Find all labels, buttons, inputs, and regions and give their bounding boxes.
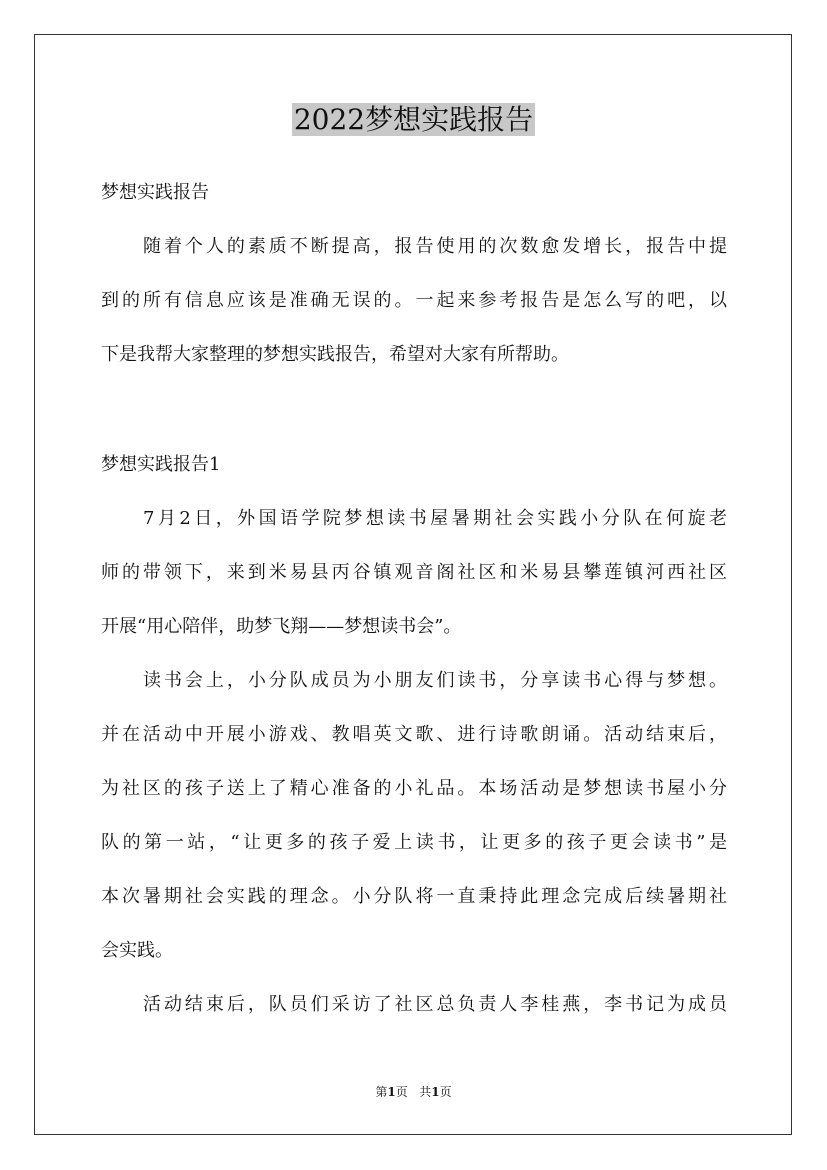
footer-total-pages: 1: [431, 1085, 440, 1099]
intro-line-3: 下是我帮大家整理的梦想实践报告，希望对大家有所帮助。: [101, 344, 569, 365]
p1-line-2: 师的带领下，来到米易县丙谷镇观音阁社区和米易县攀莲镇河西社区: [101, 562, 727, 583]
footer-page-number: 1: [387, 1085, 396, 1099]
footer-page-suffix: 页: [395, 1085, 408, 1099]
p1-line-3: 开展“用心陪伴，助梦飞翔——梦想读书会”。: [101, 616, 462, 637]
p2-line-3: 为社区的孩子送上了精心准备的小礼品。本场活动是梦想读书屋小分: [101, 778, 727, 799]
intro-line-2: 到的所有信息应该是准确无误的。一起来参考报告是怎么写的吧，以: [101, 290, 727, 311]
p3-line-1: 活动结束后，队员们采访了社区总负责人李桂燕，李书记为成员: [143, 994, 727, 1015]
footer-total-suffix: 页: [439, 1085, 452, 1099]
section-heading-1: 梦想实践报告1: [101, 454, 221, 475]
p2-line-1: 读书会上，小分队成员为小朋友们读书，分享读书心得与梦想。: [143, 670, 727, 691]
document-title: [0, 100, 827, 140]
p2-line-6: 会实践。: [101, 940, 173, 961]
footer-prefix: 第: [375, 1085, 388, 1099]
p1-line-1: 7月2日，外国语学院梦想读书屋暑期社会实践小分队在何旋老: [143, 508, 727, 529]
p2-line-4: 队的第一站，“让更多的孩子爱上读书，让更多的孩子更会读书”是: [101, 832, 727, 853]
document-subtitle: 梦想实践报告: [101, 182, 209, 203]
footer-total-prefix: 共: [419, 1085, 432, 1099]
page-footer: [0, 1084, 827, 1100]
p2-line-5: 本次暑期社会实践的理念。小分队将一直秉持此理念完成后续暑期社: [101, 886, 727, 907]
p2-line-2: 并在活动中开展小游戏、教唱英文歌、进行诗歌朗诵。活动结束后，: [101, 724, 727, 745]
intro-line-1: 随着个人的素质不断提高，报告使用的次数愈发增长，报告中提: [143, 236, 727, 257]
document-title-text: 2022梦想实践报告: [293, 103, 534, 136]
